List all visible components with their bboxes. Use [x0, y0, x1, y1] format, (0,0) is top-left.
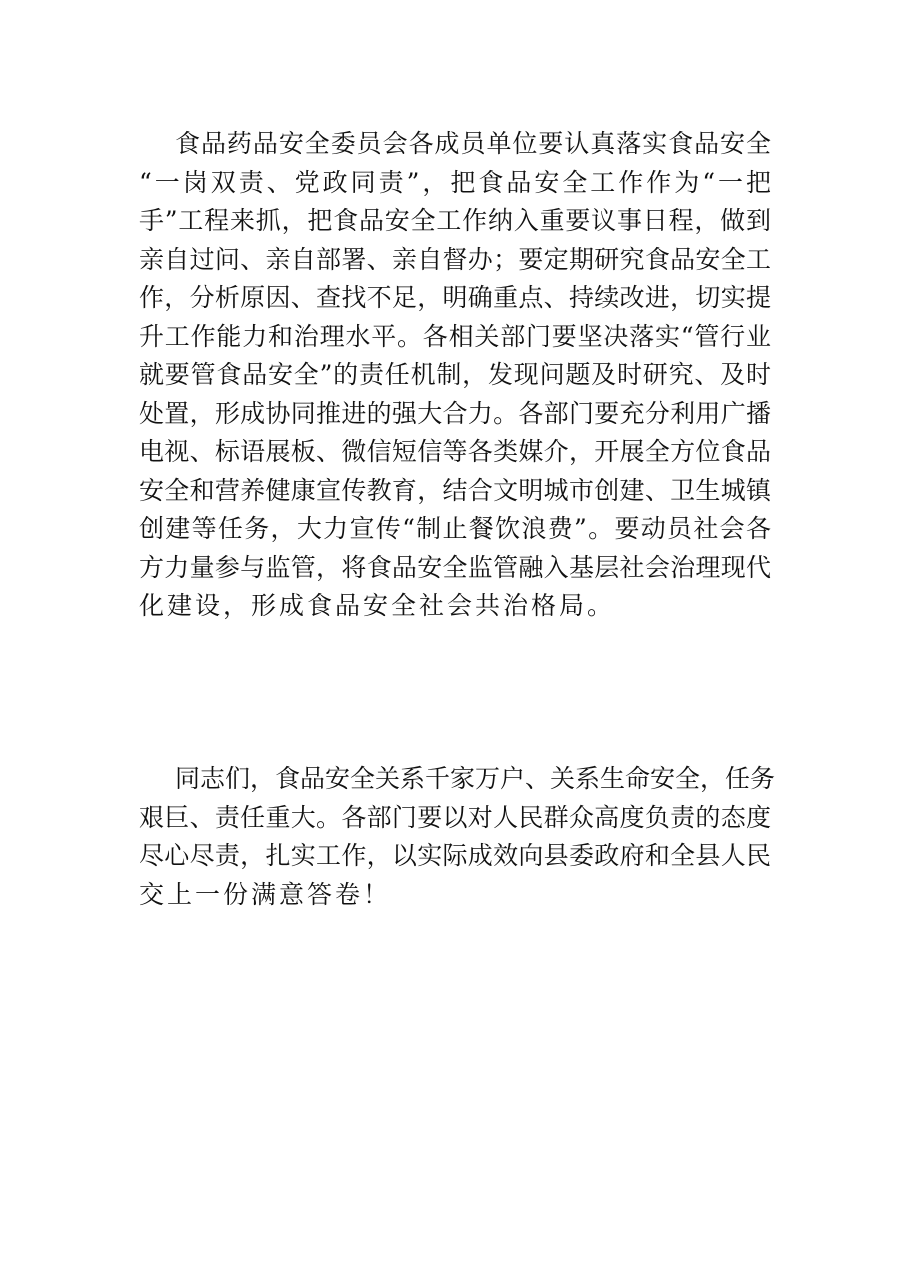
- paragraph-closing-remarks: [139, 760, 776, 914]
- text-line: 食品药品安全委员会各成员单位要认真落实食品安全: [175, 129, 771, 158]
- text-line: 艰巨、责任重大。各部门要以对人民群众高度负责的态度: [139, 802, 771, 832]
- text-line: “一岗双责、党政同责”，把食品安全工作作为“一把: [139, 167, 771, 197]
- paragraph-food-safety-responsibility: [139, 125, 771, 626]
- text-line: 处置，形成协同推进的强大合力。各部门要充分利用广播: [139, 398, 771, 428]
- text-line: 尽心尽责，扎实工作，以实际成效向县委政府和全县人民: [139, 841, 771, 870]
- text-line: 作，分析原因、查找不足，明确重点、持续改进，切实提: [139, 283, 771, 312]
- text-line: 化建设，形成食品安全社会共治格局。: [139, 591, 616, 620]
- text-line: 手”工程来抓，把食品安全工作纳入重要议事日程，做到: [139, 206, 771, 235]
- text-line: 升工作能力和治理水平。各相关部门要坚决落实“管行业: [139, 321, 771, 351]
- text-line: 亲自过问、亲自部署、亲自督办；要定期研究食品安全工: [139, 244, 771, 274]
- text-line: 就要管食品安全”的责任机制，发现问题及时研究、及时: [139, 360, 771, 389]
- text-line: 交上一份满意答卷！: [139, 879, 392, 909]
- text-line: 创建等任务，大力宣传“制止餐饮浪费”。要动员社会各: [139, 514, 771, 543]
- text-line: 电视、标语展板、微信短信等各类媒介，开展全方位食品: [139, 437, 771, 466]
- text-line: 方力量参与监管，将食品安全监管融入基层社会治理现代: [139, 552, 771, 582]
- text-line: 安全和营养健康宣传教育，结合文明城市创建、卫生城镇: [139, 475, 771, 505]
- text-line: 同志们，食品安全关系千家万户、关系生命安全，任务: [175, 764, 776, 793]
